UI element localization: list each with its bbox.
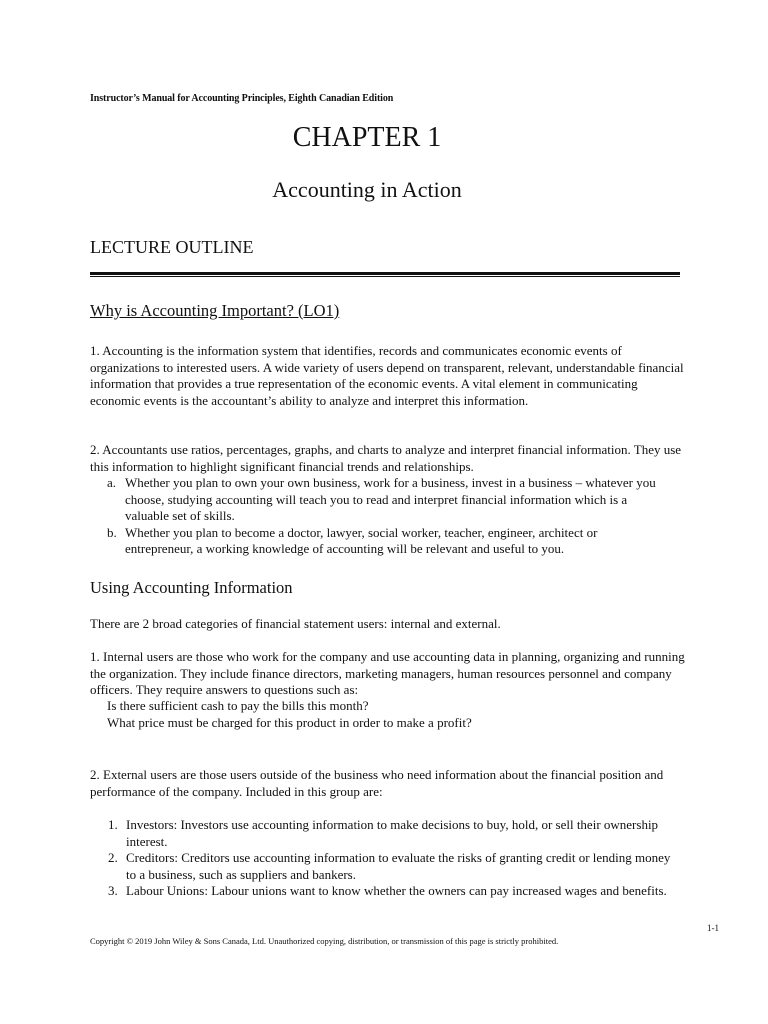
paragraph-internal-users — [90, 649, 690, 699]
list-item — [108, 883, 678, 900]
internal-questions — [107, 698, 472, 731]
copyright-footer: Copyright © 2019 John Wiley & Sons Canada, Ltd. Unauthorized copying, distribution, or transmission of this page is strictly prohibited. — [90, 936, 559, 946]
list-marker: 1. — [108, 817, 118, 832]
list-item-text: Whether you plan to become a doctor, lawyer, social worker, teacher, engineer, architect or entrepreneur, a working knowledge of accounting will be relevant and useful to you. — [125, 524, 598, 557]
section-heading-why-accounting: Why is Accounting Important? (LO1) — [90, 301, 340, 320]
reasons-list — [107, 475, 667, 558]
question-line: What price must be charged for this product in order to make a profit? — [107, 714, 472, 730]
chapter-title: CHAPTER 1 — [292, 122, 442, 153]
list-item — [107, 525, 667, 558]
external-users-list — [108, 817, 678, 900]
list-item-text: Investors: Investors use accounting information to make decisions to buy, hold, or sell their ownership interest. — [126, 817, 659, 849]
list-marker: a. — [107, 475, 117, 490]
list-item — [108, 850, 678, 883]
section-divider — [90, 272, 680, 277]
paragraph-text: 1. Internal users are those who work for the company and use accounting data in planning, organizing and running the organization. They include finance directors, marketing managers, human resources personnel and company officers. They require answers to questions such as: — [90, 649, 685, 698]
list-item — [107, 475, 667, 525]
paragraph-accountants-tools — [90, 442, 690, 475]
chapter-subtitle: Accounting in Action — [272, 177, 462, 202]
list-marker: b. — [107, 524, 117, 540]
paragraph-text: 1. Accounting is the information system that identifies, records and communicates economic events of organizations to interested users. A wide variety of users depend on transparent, relevant, understandable financial information that provides a true representation of the economic events. A vital element in communicating economic events is the accountant’s ability to analyze and interpret this information. — [90, 343, 684, 408]
paragraph-accounting-definition — [90, 343, 690, 409]
list-marker: 2. — [108, 850, 118, 866]
running-header: Instructor’s Manual for Accounting Principles, Eighth Canadian Edition — [90, 93, 394, 104]
paragraph-text: There are 2 broad categories of financial statement users: internal and external. — [90, 616, 501, 631]
page-number: 1-1 — [707, 923, 719, 933]
list-marker: 3. — [108, 883, 118, 899]
paragraph-text: 2. Accountants use ratios, percentages, graphs, and charts to analyze and interpret financial information. They use this information to highlight significant financial trends and relationships. — [90, 442, 682, 474]
paragraph-external-users — [90, 767, 690, 800]
list-item-text: Labour Unions: Labour unions want to know whether the owners can pay increased wages and benefits. — [126, 883, 667, 899]
list-item — [108, 817, 678, 850]
list-item-text: Whether you plan to own your own business, work for a business, invest in a business – whatever you choose, studying accounting will teach you to read and interpret financial information which is a valuable set of skills. — [125, 475, 656, 524]
question-line: Is there sufficient cash to pay the bills this month? — [107, 698, 369, 713]
paragraph-user-categories — [90, 616, 690, 633]
paragraph-text: 2. External users are those users outside of the business who need information about the financial position and performance of the company. Included in this group are: — [90, 767, 664, 799]
lecture-outline-heading: LECTURE OUTLINE — [90, 237, 254, 257]
section-heading-using-info: Using Accounting Information — [90, 578, 293, 597]
list-item-text: Creditors: Creditors use accounting information to evaluate the risks of granting credit or lending money to a business, such as suppliers and bankers. — [126, 850, 671, 882]
